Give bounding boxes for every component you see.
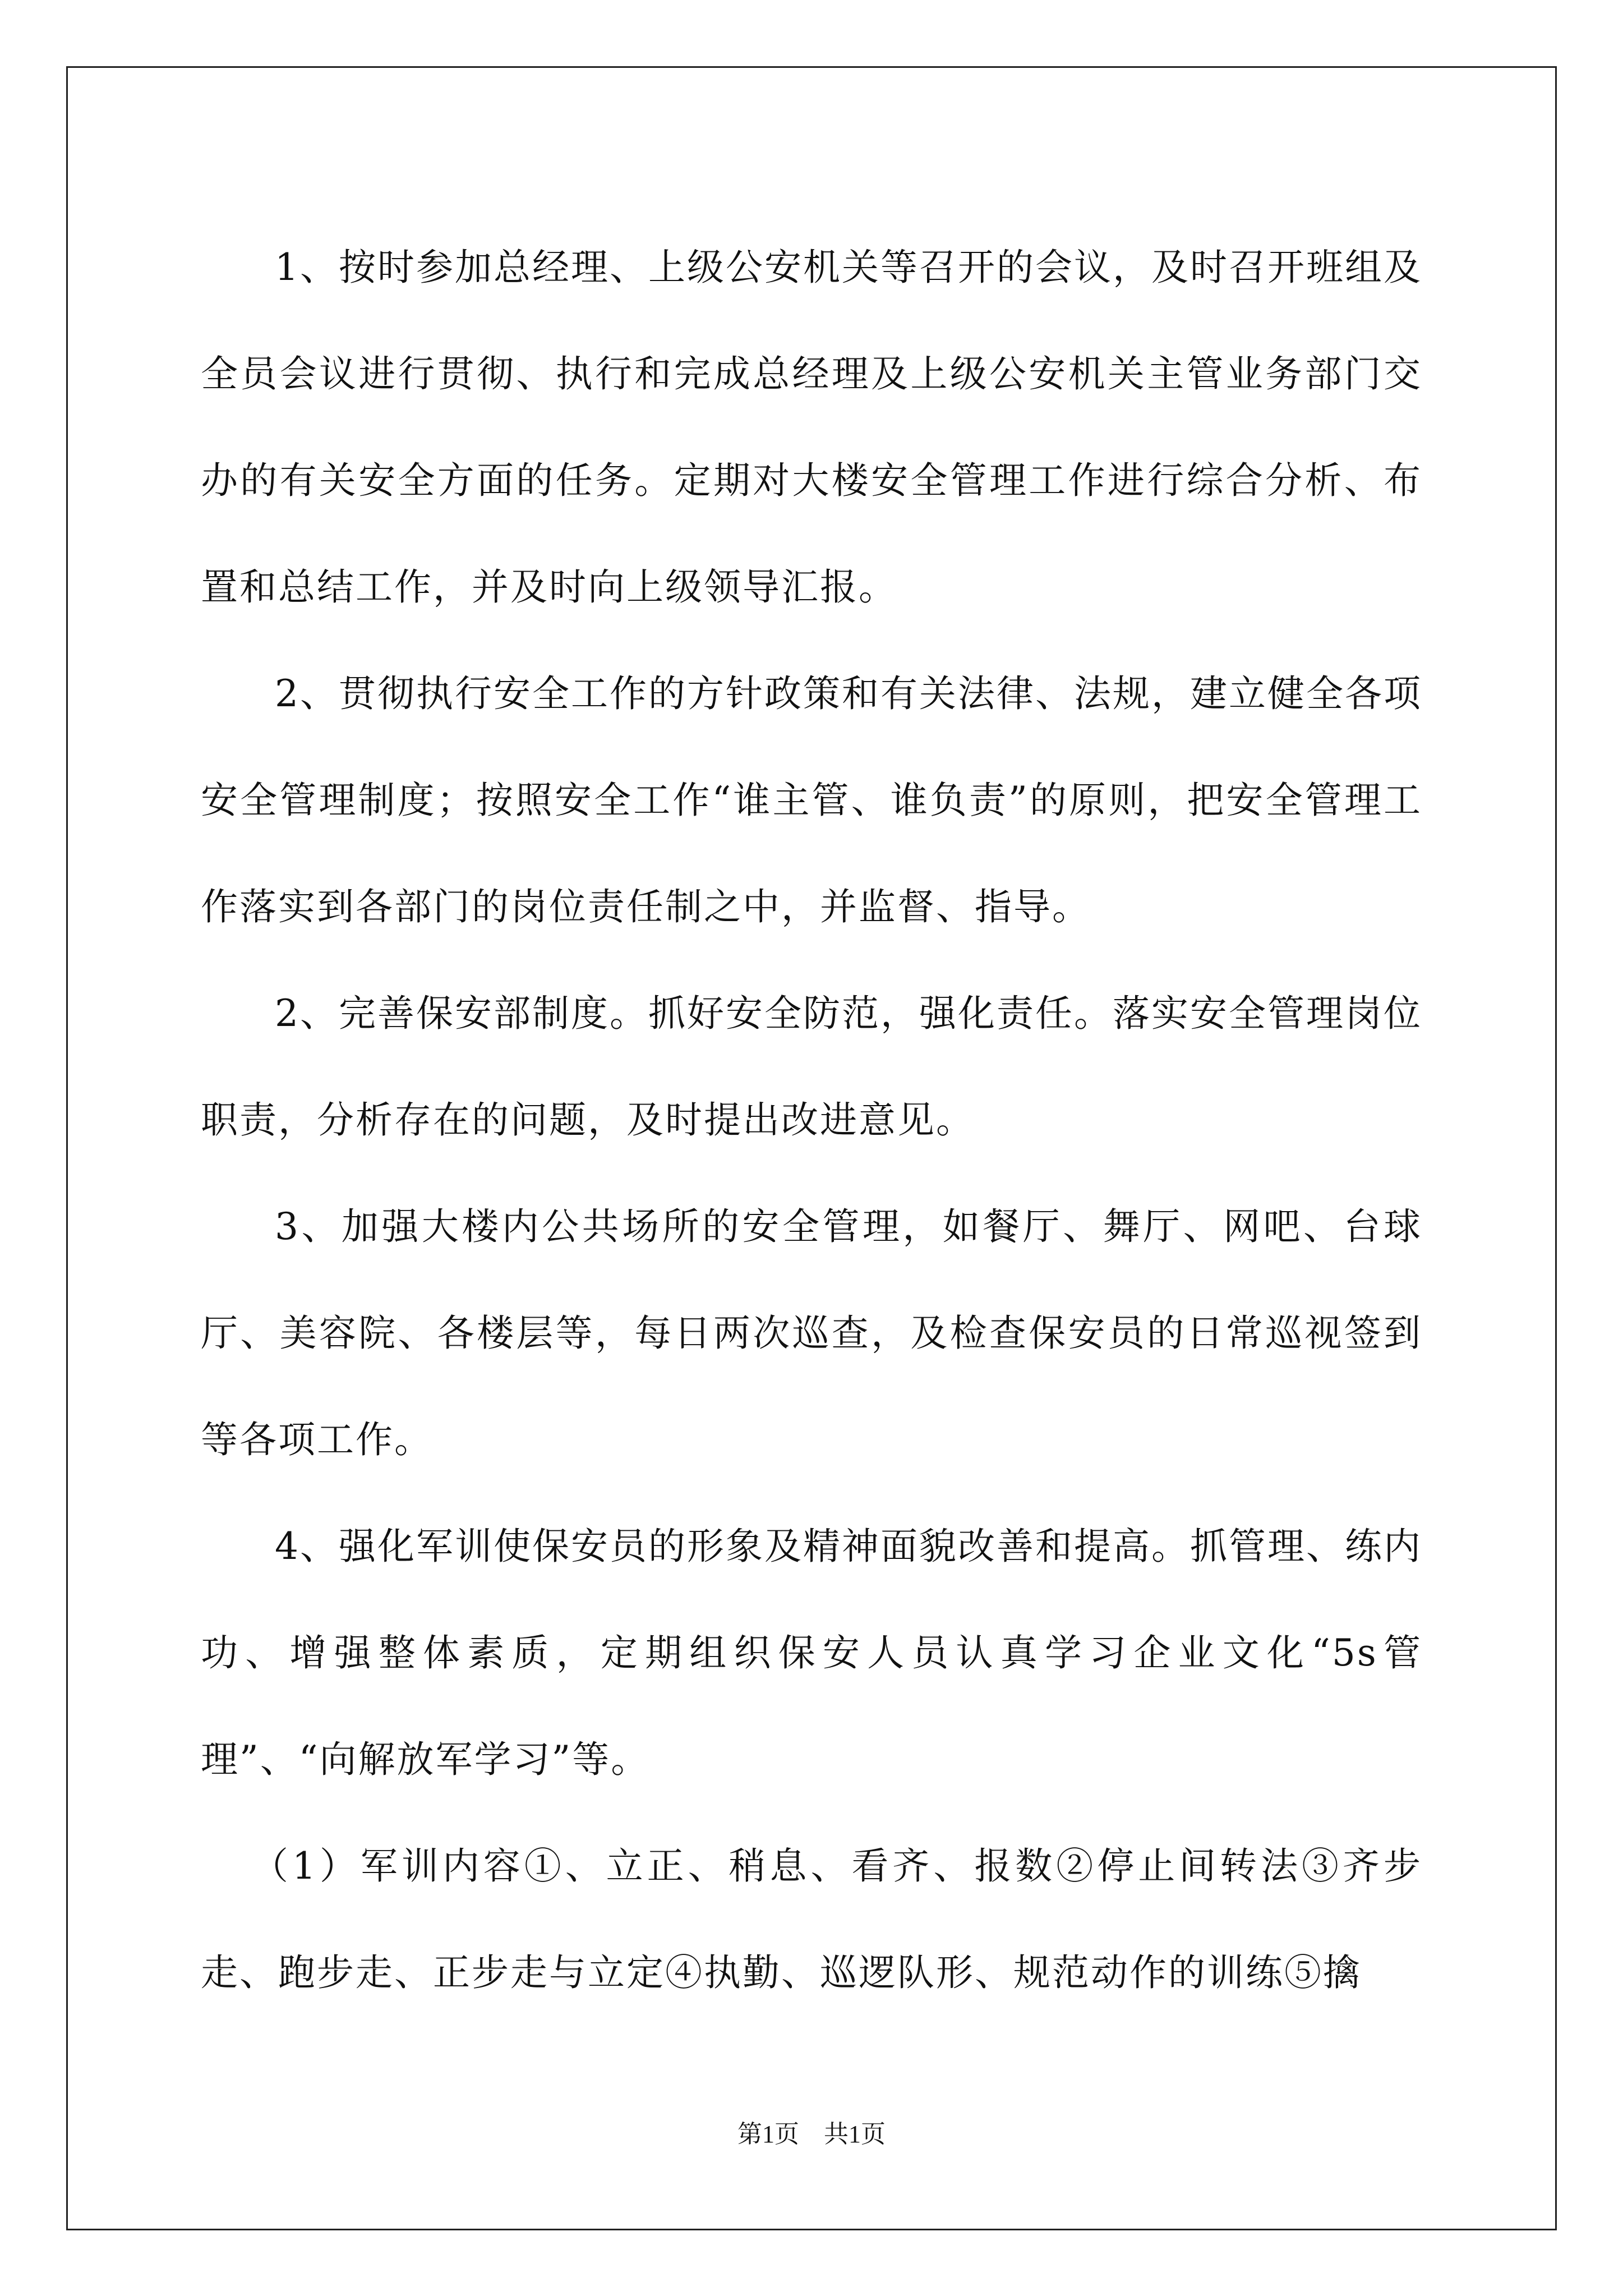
document-body — [201, 214, 1422, 2026]
paragraph-6: （1）军训内容①、立正、稍息、看齐、报数②停止间转法③齐步走、跑步走、正步走与立定④执勤、巡逻队形、规范动作的训练⑤擒 — [201, 1844, 1422, 1994]
paragraph-4: 3、加强大楼内公共场所的安全管理，如餐厅、舞厅、网吧、台球厅、美容院、各楼层等，每日两次巡查，及检查保安员的日常巡视签到等各项工作。 — [201, 1205, 1422, 1461]
paragraph-2: 2、贯彻执行安全工作的方针政策和有关法律、法规，建立健全各项安全管理制度；按照安全工作“谁主管、谁负责”的原则，把安全管理工作落实到各部门的岗位责任制之中，并监督、指导。 — [201, 672, 1422, 928]
page-footer — [0, 2114, 1623, 2150]
page-number-current: 第1页 — [737, 2120, 799, 2148]
paragraph-3: 2、完善保安部制度。抓好安全防范，强化责任。落实安全管理岗位职责，分析存在的问题，及时提出改进意见。 — [201, 992, 1422, 1142]
page-number-total: 共1页 — [824, 2120, 886, 2148]
paragraph-5: 4、强化军训使保安员的形象及精神面貌改善和提高。抓管理、练内功、增强整体素质，定期组织保安人员认真学习企业文化“5s管理”、“向解放军学习”等。 — [201, 1525, 1422, 1781]
paragraph-1: 1、按时参加总经理、上级公安机关等召开的会议，及时召开班组及全员会议进行贯彻、执行和完成总经理及上级公安机关主管业务部门交办的有关安全方面的任务。定期对大楼安全管理工作进行综合分析、布置和总结工作，并及时向上级领导汇报。 — [201, 246, 1422, 609]
